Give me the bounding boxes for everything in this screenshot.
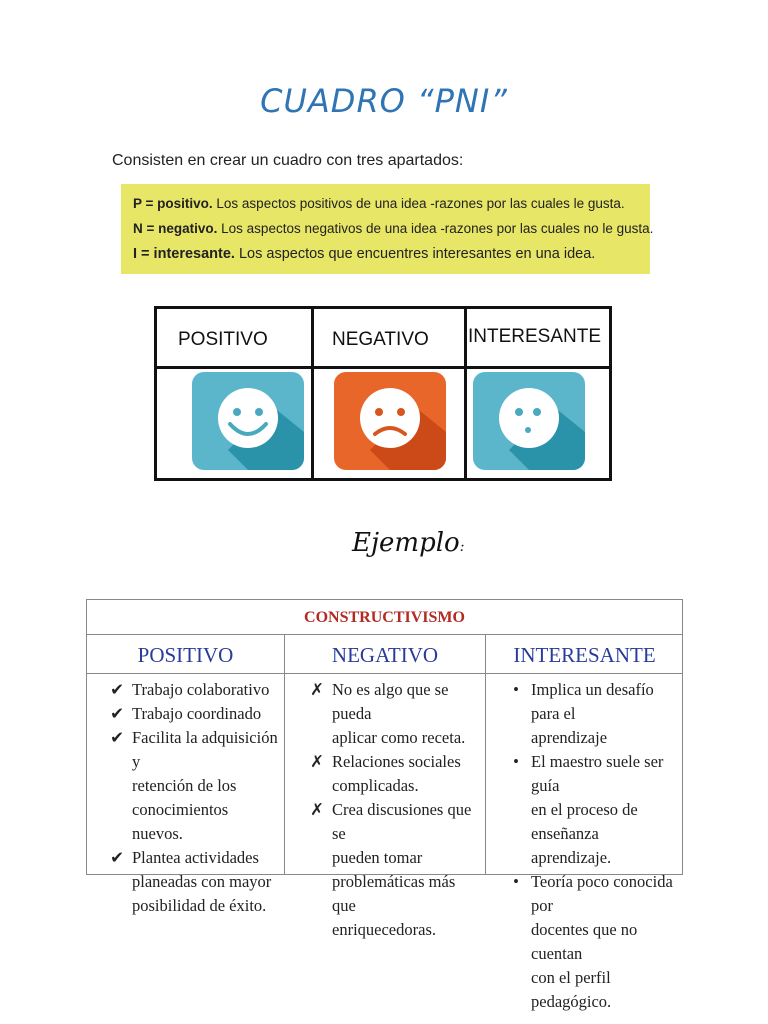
list-item [308, 750, 480, 798]
list-item-line: posibilidad de éxito. [132, 896, 267, 915]
list-item-line: con el perfil pedagógico. [531, 968, 612, 1011]
list-item-line: Implica un desafío para el [531, 680, 654, 723]
column-header-negativo: NEGATIVO [331, 643, 439, 667]
example-heading-colon: : [459, 539, 465, 555]
list-item-line: planeadas con mayor [132, 872, 272, 891]
table-caption: CONSTRUCTIVISMO [87, 600, 682, 635]
surprised-face-icon [473, 372, 585, 470]
page-title: CUADRO “PNI” [260, 82, 508, 120]
table-divider [157, 366, 609, 369]
list-item-line: docentes que no cuentan [531, 920, 638, 963]
bullet-icon: • [513, 872, 519, 891]
list-item [507, 678, 683, 750]
list-item-line: Relaciones sociales [332, 752, 461, 771]
list-item-line: Plantea actividades [132, 848, 259, 867]
list-item-line: Trabajo colaborativo [132, 680, 270, 699]
definition-term: N = negativo. [133, 221, 218, 236]
list-item [108, 726, 280, 846]
check-icon: ✔ [110, 728, 124, 747]
definition-term: I = interesante. [133, 246, 235, 262]
table-divider [311, 309, 314, 478]
column-positivo [108, 678, 280, 918]
list-item-line: complicadas. [332, 776, 419, 795]
definition-interesting [133, 244, 650, 269]
list-item-line: Trabajo coordinado [132, 704, 262, 723]
happy-face-icon [192, 372, 304, 470]
list-item-line: No es algo que se pueda [332, 680, 449, 723]
list-item [108, 846, 280, 918]
column-header-positivo: POSITIVO [137, 643, 234, 667]
table-header-row [87, 634, 682, 674]
list-item-line: Facilita la adquisición y [132, 728, 278, 771]
definitions-box [121, 184, 654, 274]
intro-text: Consisten en crear un cuadro con tres apartados: [112, 152, 464, 169]
definition-term: P = positivo. [133, 196, 213, 211]
column-interesante [507, 678, 683, 1014]
list-item-line: problemáticas más que [332, 872, 456, 915]
bullet-icon: • [513, 752, 519, 771]
table-divider [464, 309, 467, 478]
list-item [308, 678, 480, 750]
list-item-line: pueden tomar [332, 848, 423, 867]
list-item-line: enseñanza aprendizaje. [531, 824, 612, 867]
list-item-line: aplicar como receta. [332, 728, 466, 747]
pni-faces-table [154, 306, 612, 481]
list-item-line: aprendizaje [531, 728, 608, 747]
definition-text: Los aspectos que encuentres interesantes en una idea. [234, 246, 596, 262]
list-item-line: Teoría poco conocida por [531, 872, 673, 915]
check-icon: ✔ [110, 704, 124, 723]
header-positivo: POSITIVO [178, 329, 268, 350]
check-icon: ✔ [110, 680, 124, 699]
list-item [507, 870, 683, 1014]
list-item-line: conocimientos nuevos. [132, 800, 229, 843]
header-interesante: INTERESANTE [468, 326, 602, 347]
column-divider [485, 634, 486, 874]
example-heading-text: Ejemplo [352, 528, 460, 558]
list-item-line: enriquecedoras. [332, 920, 436, 939]
definition-text: Los aspectos positivos de una idea -razones por las cuales le gusta. [212, 196, 625, 211]
header-negativo: NEGATIVO [332, 329, 429, 350]
sad-face-icon [334, 372, 446, 470]
column-negativo [308, 678, 480, 942]
cross-icon: ✗ [310, 752, 324, 771]
list-item-line: Crea discusiones que se [332, 800, 472, 843]
list-item-line: en el proceso de [531, 800, 638, 819]
list-item-line: El maestro suele ser guía [531, 752, 664, 795]
column-divider [284, 634, 285, 874]
list-item [507, 750, 683, 870]
check-icon: ✔ [110, 848, 124, 867]
cross-icon: ✗ [310, 800, 324, 819]
list-item-line: retención de los [132, 776, 237, 795]
cross-icon: ✗ [310, 680, 324, 699]
list-item [308, 798, 480, 942]
bullet-icon: • [513, 680, 519, 699]
column-header-interesante: INTERESANTE [513, 643, 656, 667]
definition-negative [133, 219, 654, 244]
definition-positive [133, 194, 650, 219]
list-item [108, 678, 280, 702]
example-table [86, 599, 683, 1011]
definition-text: Los aspectos negativos de una idea -razones por las cuales no le gusta. [217, 221, 654, 236]
list-item [108, 702, 280, 726]
example-heading [352, 528, 464, 558]
